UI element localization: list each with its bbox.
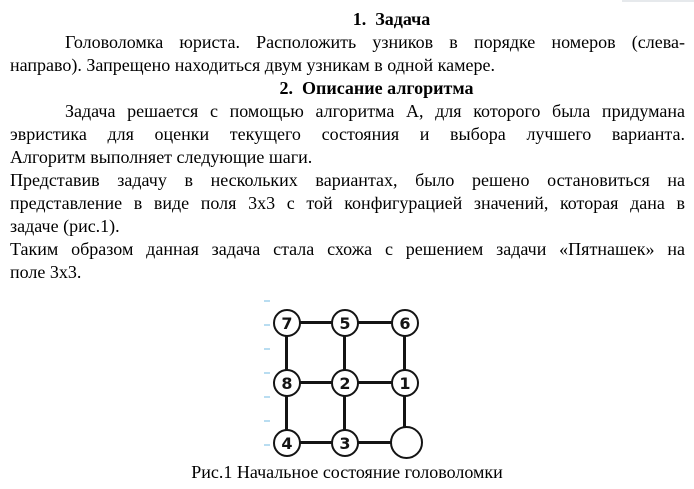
puzzle-node: 3 <box>331 429 359 457</box>
puzzle-node: 2 <box>331 369 359 397</box>
text-line: представление в виде поля 3х3 с той конфигурацией значений, которая дана в <box>10 193 685 213</box>
guide-tick <box>264 396 270 398</box>
guide-tick <box>264 372 270 374</box>
text-line: направо). Запрещено находиться двум узникам в одной камере. <box>10 55 495 75</box>
puzzle-node: 4 <box>273 429 301 457</box>
text-line: Алгоритм выполняет следующие шаги. <box>10 147 313 167</box>
puzzle-node: 6 <box>391 309 419 337</box>
text-line: поле 3х3. <box>10 262 82 282</box>
section-heading-task: 1. Задача <box>352 9 431 29</box>
text-line: Головоломка юриста. Расположить узников в порядке номеров (слева- <box>65 32 685 52</box>
puzzle-node: 1 <box>391 369 419 397</box>
guide-tick <box>264 324 270 326</box>
text-line: эвристика для оценки текущего состояния и выбора лучшего варианта. <box>10 124 685 144</box>
text-line: задаче (рис.1). <box>10 216 120 236</box>
puzzle-node-empty <box>390 426 423 459</box>
text-line: Представив задачу в нескольких вариантах, было решено остановиться на <box>10 170 685 190</box>
guide-tick <box>264 444 270 446</box>
puzzle-node: 8 <box>273 369 301 397</box>
section-heading-algorithm: 2. Описание алгоритма <box>279 78 474 98</box>
text-line: Таким образом данная задача стала схожа с решением задачи «Пятнашек» на <box>10 239 685 259</box>
guide-tick <box>264 420 270 422</box>
text-line: Задача решается с помощью алгоритма А, для которого была придумана <box>65 101 685 121</box>
figure-caption: Рис.1 Начальное состояние головоломки <box>191 462 503 482</box>
puzzle-node: 5 <box>331 309 359 337</box>
guide-tick <box>264 300 270 302</box>
guide-tick <box>264 348 270 350</box>
puzzle-node: 7 <box>273 309 301 337</box>
